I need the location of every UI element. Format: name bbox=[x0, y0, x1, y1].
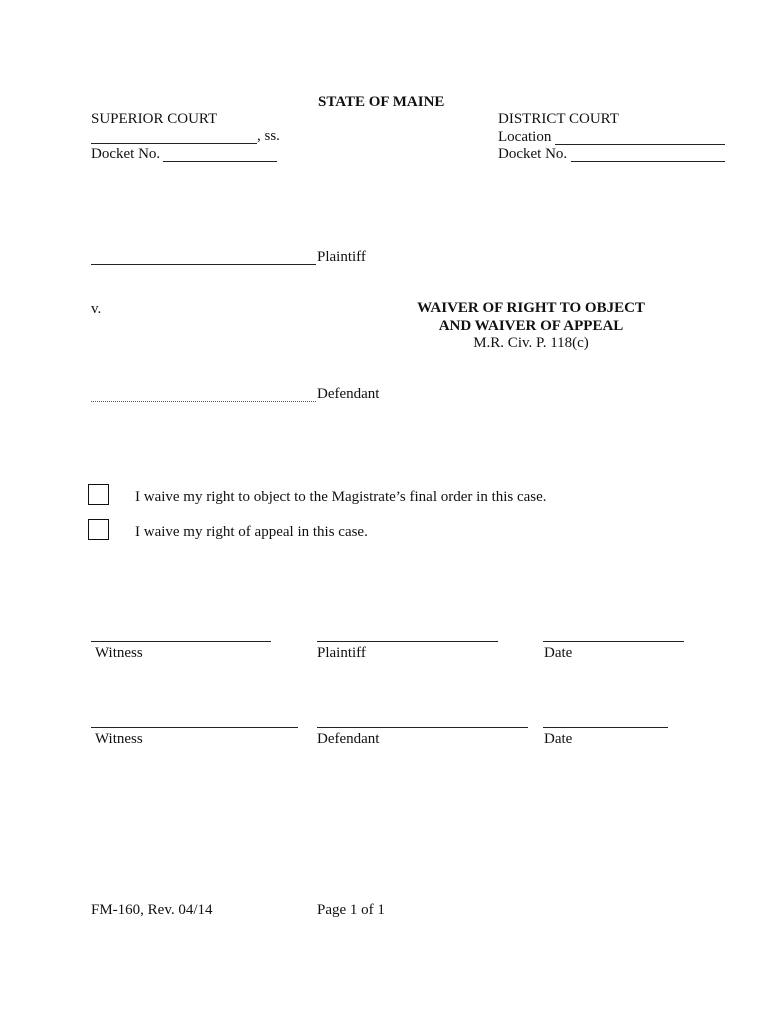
date-1-line[interactable] bbox=[543, 641, 684, 642]
defendant-signature-label: Defendant bbox=[317, 731, 380, 747]
right-docket-label: Docket No. bbox=[498, 146, 568, 162]
county-ss-label: , ss. bbox=[257, 128, 280, 144]
state-heading: STATE OF MAINE bbox=[318, 94, 445, 110]
defendant-signature-line[interactable] bbox=[317, 727, 528, 728]
plaintiff-label: Plaintiff bbox=[317, 249, 366, 265]
witness-1-label: Witness bbox=[95, 645, 143, 661]
date-1-label: Date bbox=[544, 645, 573, 661]
superior-court-label: SUPERIOR COURT bbox=[91, 111, 218, 127]
waive-appeal-text: I waive my right of appeal in this case. bbox=[135, 524, 368, 540]
witness-2-signature-line[interactable] bbox=[91, 727, 298, 728]
district-court-label: DISTRICT COURT bbox=[498, 111, 619, 127]
left-docket-label: Docket No. bbox=[91, 146, 161, 162]
title-line-1: WAIVER OF RIGHT TO OBJECT bbox=[417, 300, 645, 316]
date-2-label: Date bbox=[544, 731, 573, 747]
waive-appeal-checkbox[interactable] bbox=[88, 519, 109, 540]
waive-object-checkbox[interactable] bbox=[88, 484, 109, 505]
witness-1-signature-line[interactable] bbox=[91, 641, 271, 642]
rule-citation: M.R. Civ. P. 118(c) bbox=[473, 335, 589, 351]
plaintiff-signature-line[interactable] bbox=[317, 641, 498, 642]
versus-label: v. bbox=[91, 301, 102, 317]
defendant-name-field[interactable] bbox=[91, 401, 316, 402]
county-field[interactable] bbox=[91, 143, 257, 144]
plaintiff-signature-label: Plaintiff bbox=[317, 645, 366, 661]
location-field[interactable] bbox=[555, 144, 725, 145]
plaintiff-name-field[interactable] bbox=[91, 264, 316, 265]
left-docket-field[interactable] bbox=[163, 161, 277, 162]
title-line-2: AND WAIVER OF APPEAL bbox=[438, 318, 624, 334]
waive-object-text: I waive my right to object to the Magistrate’s final order in this case. bbox=[135, 489, 547, 505]
page-number: Page 1 of 1 bbox=[317, 902, 385, 918]
form-id: FM-160, Rev. 04/14 bbox=[91, 902, 213, 918]
witness-2-label: Witness bbox=[95, 731, 143, 747]
location-label: Location bbox=[498, 129, 552, 145]
date-2-line[interactable] bbox=[543, 727, 668, 728]
defendant-label: Defendant bbox=[317, 386, 380, 402]
right-docket-field[interactable] bbox=[571, 161, 725, 162]
